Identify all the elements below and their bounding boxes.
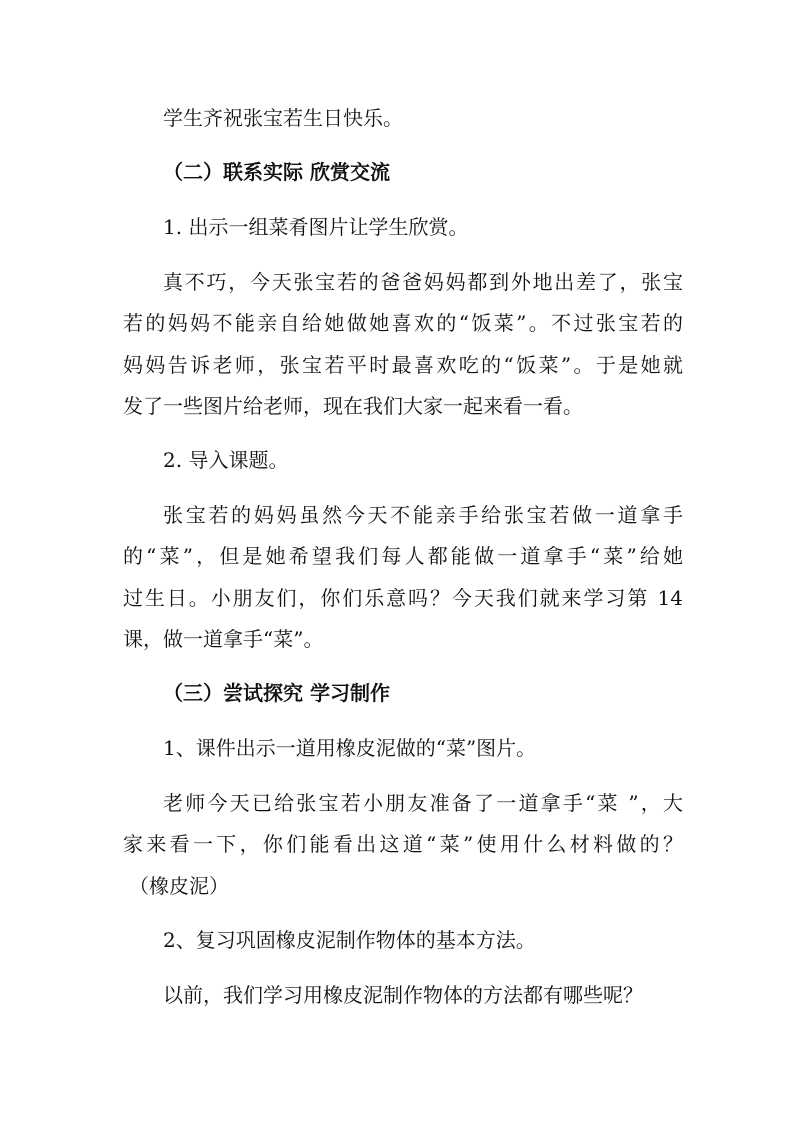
paragraph-line: 老师今天已给张宝若小朋友准备了一道拿手“菜 ”，大	[163, 791, 683, 815]
section-heading: （二）联系实际 欣赏交流	[163, 160, 390, 184]
paragraph-line: 真不巧，今天张宝若的爸爸妈妈都到外地出差了，张宝	[163, 270, 683, 294]
numbered-item: 2. 导入课题。	[163, 448, 289, 472]
numbered-item: 1. 出示一组菜肴图片让学生欣赏。	[163, 215, 469, 239]
paragraph-line: （橡皮泥）	[129, 874, 229, 898]
paragraph-line: 的“菜”，但是她希望我们每人都能做一道拿手“菜”给她	[123, 544, 683, 568]
section-heading: （三）尝试探究 学习制作	[163, 681, 390, 705]
paragraph-line: 妈妈告诉老师，张宝若平时最喜欢吃的“饭菜”。于是她就	[123, 353, 683, 377]
paragraph-line: 过生日。小朋友们，你们乐意吗？今天我们就来学习第 14	[123, 586, 683, 610]
numbered-item: 1、课件出示一道用橡皮泥做的“菜”图片。	[163, 736, 537, 760]
paragraph-line: 若的妈妈不能亲自给她做她喜欢的“饭菜”。不过张宝若的	[123, 311, 683, 335]
numbered-item: 2、复习巩固橡皮泥制作物体的基本方法。	[163, 928, 536, 952]
paragraph-line: 学生齐祝张宝若生日快乐。	[163, 106, 403, 130]
paragraph-line: 课，做一道拿手“菜”。	[123, 627, 324, 651]
paragraph-line: 家来看一下，你们能看出这道“菜”使用什么材料做的？	[123, 832, 683, 856]
paragraph-line: 发了一些图片给老师，现在我们大家一起来看一看。	[123, 394, 583, 418]
paragraph-line: 张宝若的妈妈虽然今天不能亲手给张宝若做一道拿手	[163, 503, 683, 527]
paragraph-line: 以前，我们学习用橡皮泥制作物体的方法都有哪些呢？	[163, 983, 643, 1007]
